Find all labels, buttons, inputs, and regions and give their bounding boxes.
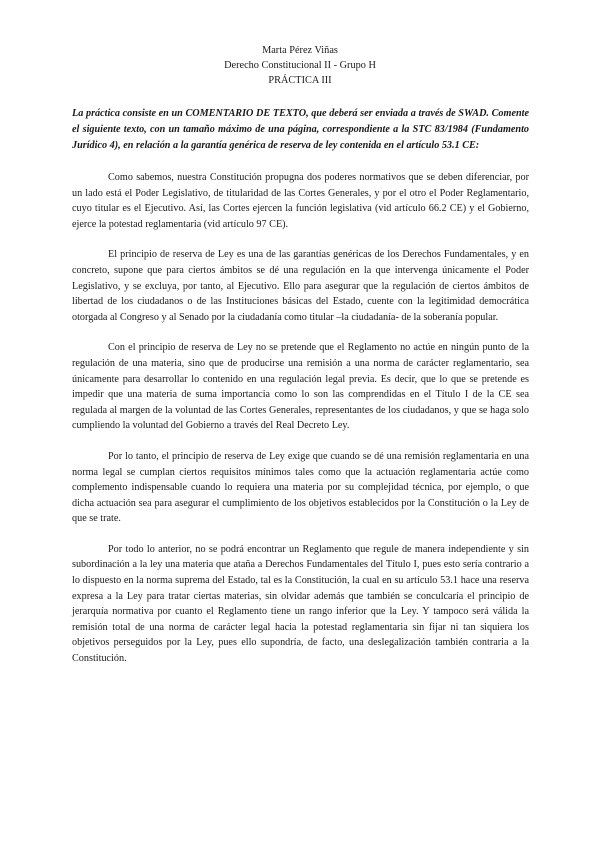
paragraph-2: El principio de reserva de Ley es una de las garantías genéricas de los Derechos Fundamentales, y en concreto, supone que para ciertos ámbitos se dé una regulación en la que intervenga únicamente el Poder Legislativo, y se excluya, por tanto, al Ejecutivo. Ello para asegurar que la regulación de ciertos ámbitos de libertad de los ciudadanos o de las Instituciones básicas del Estado, cuente con la legitimidad democrática otorgada al Congreso y al Senado por la ciudadanía como titular –la ciudadanía- de la soberanía popular. (72, 249, 529, 323)
paragraph-3: Con el principio de reserva de Ley no se pretende que el Reglamento no actúe en ningún punto de la regulación de una materia, sino que de producirse una remisión a una norma de carácter reglamentario, sea únicamente para desarrollar lo contenido en una regulación legal previa. Es decir, que lo que se pretende es impedir que una materia de suma importancia como lo son las comprendidas en el Título I de la CE sea regulada al margen de la voluntad de las Cortes Generales, representantes de los ciudadanos, y que se haga solo cumpliendo la voluntad del Gobierno a través del Real Decreto Ley. (72, 342, 529, 432)
practice-title: PRÁCTICA III (268, 75, 332, 86)
document-header (0, 43, 600, 88)
author-name: Marta Pérez Viñas (262, 45, 338, 56)
paragraph-5: Por todo lo anterior, no se podrá encontrar un Reglamento que regule de manera independiente y sin subordinación a la ley una materia que ataña a Derechos Fundamentales del Título I, pues esto sería contrario a lo dispuesto en la norma suprema del Estado, tal es la Constitución, la cual en su artículo 53.1 hace una reserva expresa a la Ley para tratar ciertas materias, sin olvidar además que también se conculcaría el principio de jerarquía normativa por cuanto el Reglamento tiene un rango inferior que la Ley. Y tampoco será válida la remisión total de una norma de carácter legal hacia la potestad reglamentaria sin fijar ni tan siquiera los objetivos perseguidos por la Ley, pues ello supondría, de facto, una deslegalización también contraria a la Constitución. (72, 543, 529, 665)
paragraph-1: Como sabemos, nuestra Constitución propugna dos poderes normativos que se deben diferenciar, por un lado está el Poder Legislativo, de titularidad de las Cortes Generales, y por el otro el Poder Reglamentario, cuyo titular es el Ejecutivo. Así, las Cortes ejercen la función legislativa (vid artículo 66.2 CE) y el Gobierno, ejerce la potestad reglamentaria (vid artículo 97 CE). (72, 172, 529, 230)
course-name: Derecho Constitucional II - Grupo H (224, 60, 376, 71)
assignment-prompt: La práctica consiste en un COMENTARIO DE TEXTO, que deberá ser enviada a través de SWAD. Comente el siguiente texto, con un tamaño máximo de una página, correspondiente a la STC 83/1984 (Fundamento Jurídico 4), en relación a la garantía genérica de reserva de ley contenida en el artículo 53.1 CE: (72, 108, 529, 152)
paragraph-4: Por lo tanto, el principio de reserva de Ley exige que cuando se dé una remisión reglamentaria en una norma legal se cumplan ciertos requisitos mínimos tales como que la actuación reglamentaria actúe como complemento indispensable cuando lo requiera una materia por su complejidad técnica, por ejemplo, o que dicha actuación sea para asegurar el cumplimiento de los objetivos establecidos por la Constitución o la Ley de que se trate. (72, 450, 529, 525)
essay-body (72, 170, 529, 682)
